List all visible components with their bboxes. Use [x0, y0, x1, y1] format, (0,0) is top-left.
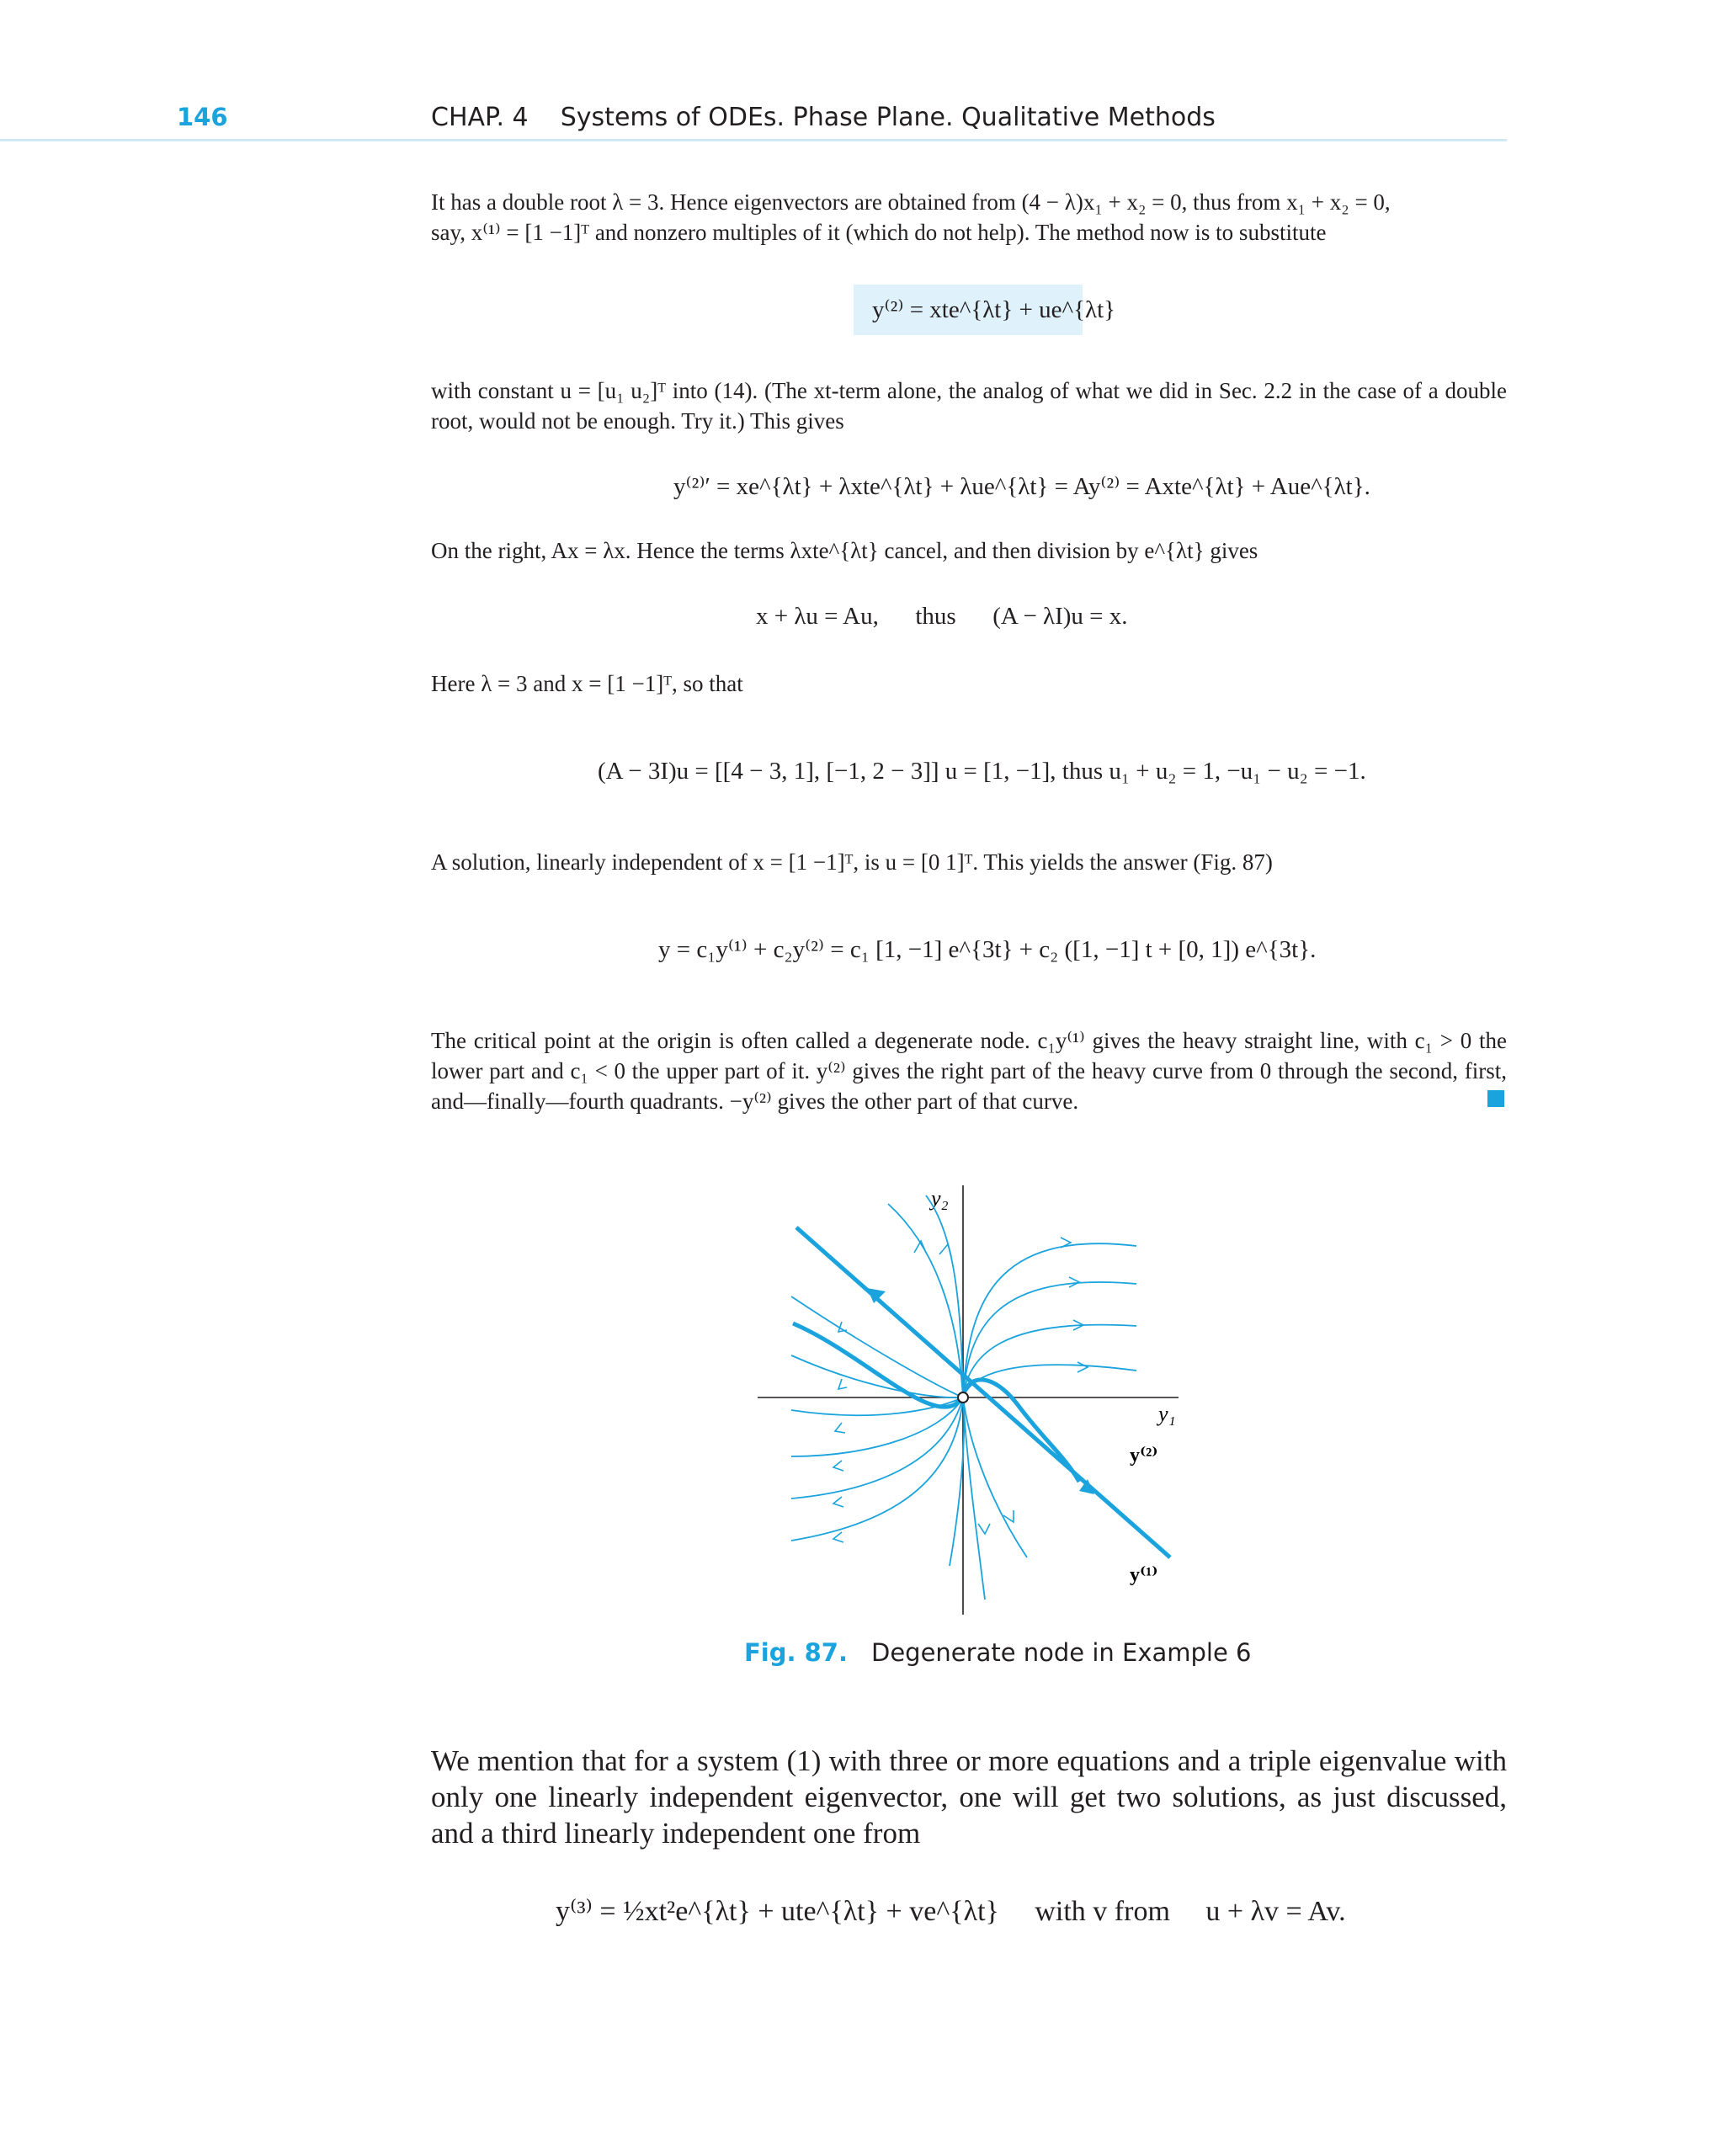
axis-label-y1: y₁ [1158, 1402, 1176, 1426]
arrowhead [1078, 1362, 1088, 1372]
figure-caption-text: Degenerate node in Example 6 [871, 1638, 1252, 1667]
paragraph-4: Here λ = 3 and x = [1 −1]ᵀ, so that [431, 671, 743, 696]
curve-label-y2: y⁽²⁾ [1130, 1445, 1158, 1467]
axis-label-y2: y₂ [931, 1186, 949, 1211]
equation-2: y⁽²⁾′ = xe^{λt} + λxte^{λt} + λue^{λt} = Ay⁽²⁾ = Axte^{λt} + Aue^{λt}. [673, 473, 1370, 500]
paragraph-2: with constant u = [u₁ u₂]ᵀ into (14). (The xt-term alone, the analog of what we did in Sec. 2.2 in the case of a double root, would not be enough. Try it.) This gives [431, 378, 1507, 434]
trajectory [888, 1204, 963, 1397]
page-number: 146 [177, 103, 228, 131]
heavy-arrowhead [867, 1288, 886, 1303]
phase-portrait-figure [741, 1179, 1212, 1633]
arrowhead [835, 1423, 845, 1433]
heavy-curves [793, 1227, 1170, 1557]
arrowhead [833, 1532, 843, 1542]
arrowhead [1069, 1277, 1079, 1287]
equation-5: y = c₁y⁽¹⁾ + c₂y⁽²⁾ = c₁ [1, −1] e^{3t} + c₂ ([1, −1] t + [0, 1]) e^{3t}. [658, 936, 1317, 963]
trajectory [791, 1397, 963, 1541]
heavy-straight-line-y1 [796, 1227, 1170, 1557]
arrowhead [833, 1497, 843, 1507]
direction-arrows [833, 1238, 1088, 1542]
equation-3: x + λu = Au, thus (A − λI)u = x. [756, 603, 1128, 630]
end-of-example-marker [1487, 1090, 1504, 1107]
arrowhead [838, 1322, 847, 1332]
equation-boxed: y⁽²⁾ = xte^{λt} + ue^{λt} [872, 296, 1116, 323]
paragraph-6: The critical point at the origin is often called a degenerate node. c₁y⁽¹⁾ gives the heavy straight line, with c₁ > 0 the lower part and c₁ < 0 the upper part of it. y⁽²⁾ gives the right part of the heavy curve from 0 through the second, first, and—finally—fourth quadrants. −y⁽²⁾ gives the other part of that curve. [431, 1028, 1507, 1114]
trajectory [791, 1296, 963, 1397]
trajectory [963, 1397, 985, 1600]
figure-caption [744, 1638, 1252, 1667]
figure-label: Fig. 87. [744, 1638, 848, 1667]
curve-label-y1: y⁽¹⁾ [1130, 1564, 1158, 1586]
running-head: CHAP. 4 Systems of ODEs. Phase Plane. Qualitative Methods [431, 103, 1216, 132]
paragraph-1-line-2: say, x⁽¹⁾ = [1 −1]ᵀ and nonzero multiples of it (which do not help). The method now is to substitute [431, 220, 1327, 245]
equation-4: (A − 3I)u = [[4 − 3, 1], [−1, 2 − 3]] u = [1, −1], thus u₁ + u₂ = 1, −u₁ − u₂ = −1. [598, 758, 1366, 785]
paragraph-7: We mention that for a system (1) with three or more equations and a triple eigenvalue with only one linearly independent eigenvector, one will get two solutions, as just discussed, and a third linearly independent one from [431, 1744, 1507, 1850]
equation-7: y⁽³⁾ = ½xt²e^{λt} + ute^{λt} + ve^{λt} with v from u + λv = Av. [556, 1896, 1346, 1927]
arrowhead [914, 1241, 926, 1253]
header-rule [0, 139, 1507, 141]
paragraph-1-line-1: It has a double root λ = 3. Hence eigenvectors are obtained from (4 − λ)x₁ + x₂ = 0, thus from x₁ + x₂ = 0, [431, 189, 1391, 215]
paragraph-5: A solution, linearly independent of x = [1 −1]ᵀ, is u = [0 1]ᵀ. This yields the answer (Fig. 87) [431, 849, 1273, 875]
arrowhead [833, 1461, 843, 1471]
trajectory [791, 1355, 963, 1397]
critical-point-origin [958, 1392, 968, 1403]
heavy-curve-y2 [793, 1323, 1079, 1482]
paragraph-3: On the right, Ax = λx. Hence the terms λxte^{λt} cancel, and then division by e^{λt} gives [431, 538, 1258, 563]
paragraph-1 [431, 187, 1507, 248]
arrowhead [939, 1244, 951, 1256]
arrowhead [838, 1379, 847, 1389]
arrowhead [978, 1524, 990, 1534]
trajectory [963, 1325, 1136, 1397]
